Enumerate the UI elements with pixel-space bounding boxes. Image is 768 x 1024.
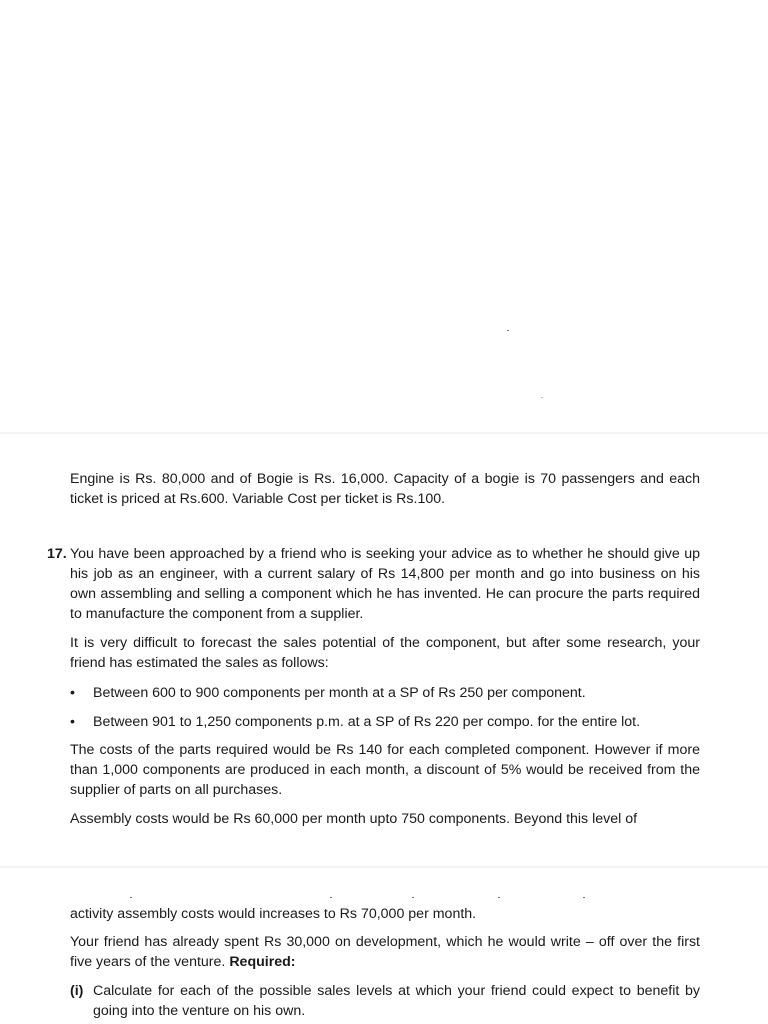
- forecast-paragraph: It is very difficult to forecast the sales potential of the component, but after some research, your friend has estimated the sales as follows:: [70, 635, 700, 671]
- question-number: 17.: [47, 546, 67, 562]
- bullet-text: Between 600 to 900 components per month at a SP of Rs 250 per component.: [93, 685, 586, 701]
- scan-speck: [507, 330, 509, 331]
- document-page-bottom: [0, 868, 768, 1024]
- requirement-text: Calculate for each of the possible sales levels at which your friend could expect to benefit by going into the venture on his own.: [93, 983, 700, 1019]
- requirement-label: (i): [70, 983, 84, 999]
- scan-speck: [330, 897, 332, 898]
- assembly-cost-paragraph: Assembly costs would be Rs 60,000 per month upto 750 components. Beyond this level of: [70, 811, 638, 827]
- document-page-middle: [0, 434, 768, 866]
- parts-cost-paragraph: The costs of the parts required would be Rs 140 for each completed component. However if more than 1,000 components are produced in each month, a discount of 5% would be received from the supplier of parts on all purchases.: [70, 742, 700, 798]
- blank-page-area: [0, 0, 768, 432]
- scan-speck: [583, 897, 585, 898]
- scan-speck: [498, 897, 500, 898]
- development-text: Your friend has already spent Rs 30,000 on development, which he would write – off over the first five years of the venture.: [70, 934, 700, 970]
- scan-speck: [412, 897, 414, 898]
- development-paragraph: [70, 932, 700, 972]
- continuation-paragraph: Engine is Rs. 80,000 and of Bogie is Rs. 16,000. Capacity of a bogie is 70 passengers and each ticket is priced at Rs.600. Variable Cost per ticket is Rs.100.: [70, 471, 700, 507]
- scan-speck: [541, 397, 543, 398]
- bullet-icon: •: [70, 685, 75, 701]
- required-label: Required:: [229, 954, 296, 970]
- bullet-icon: •: [70, 714, 75, 730]
- question-intro-paragraph: You have been approached by a friend who is seeking your advice as to whether he should give up his job as an engineer, with a current salary of Rs 14,800 per month and go into business on his own assembling and selling a component which he has invented. He can procure the parts required to manufacture the component from a supplier.: [70, 546, 700, 622]
- scan-speck: [130, 897, 132, 898]
- continuation-paragraph: activity assembly costs would increases to Rs 70,000 per month.: [70, 906, 477, 922]
- bullet-text: Between 901 to 1,250 components p.m. at a SP of Rs 220 per compo. for the entire lot.: [93, 714, 641, 730]
